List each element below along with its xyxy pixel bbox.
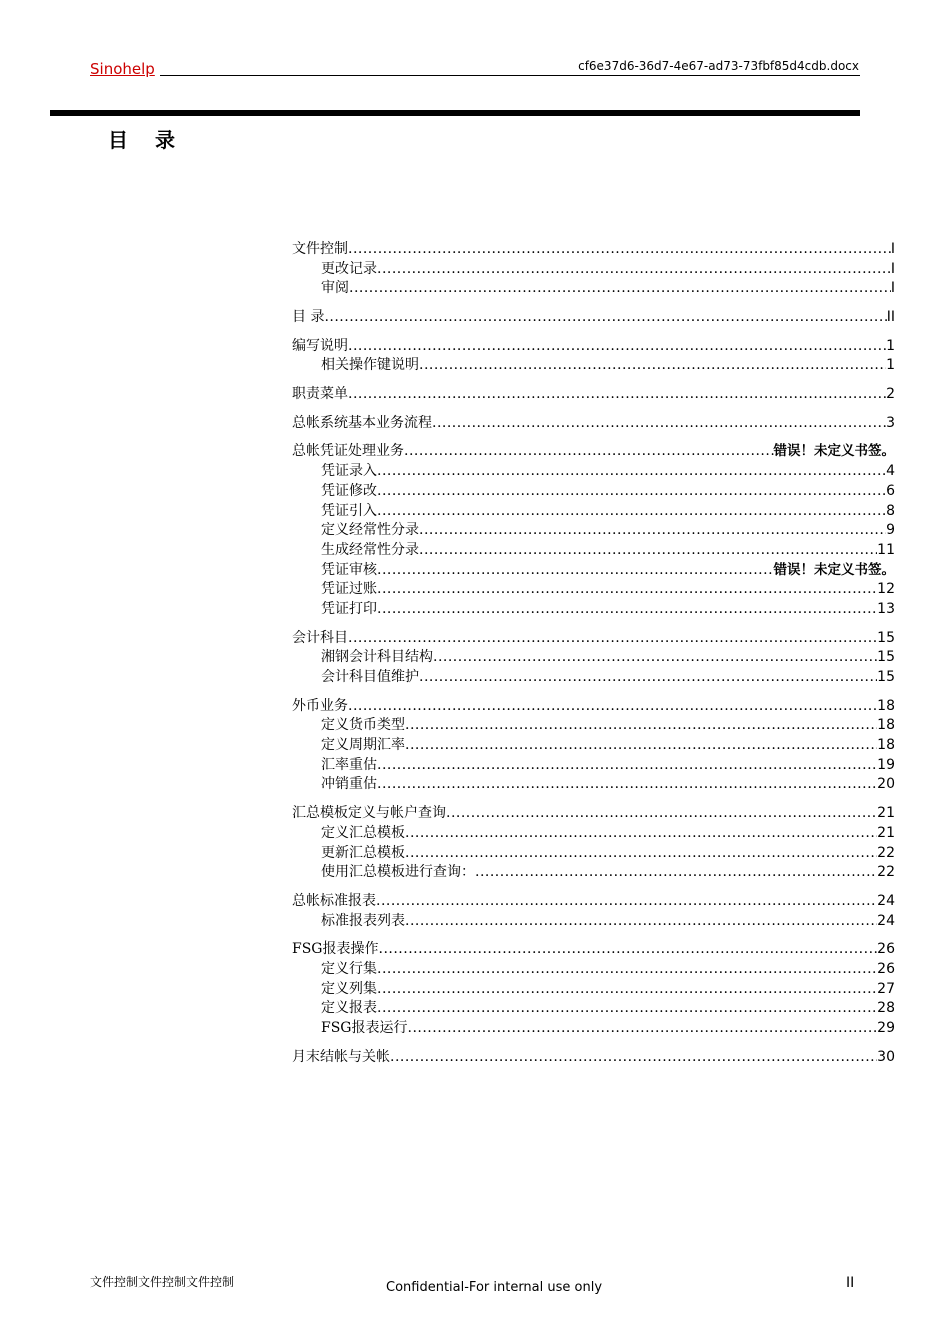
toc-leader-dots [348, 337, 886, 357]
toc-entry-title: 相关操作键说明 [321, 357, 419, 374]
toc-leader-dots [408, 1019, 878, 1039]
toc-page-number: 15 [877, 669, 895, 686]
toc-page-number: 15 [877, 649, 895, 666]
toc-page-number: 30 [877, 1048, 895, 1065]
toc-entry-title: 更改记录 [321, 260, 377, 277]
toc-page-number: 1 [886, 337, 895, 354]
toc-leader-dots [432, 414, 886, 434]
toc-leader-dots [419, 521, 886, 541]
toc-subentry[interactable] [292, 824, 895, 844]
toc-page-number: 26 [877, 960, 895, 977]
toc-leader-dots [377, 482, 886, 502]
toc-group [292, 629, 895, 688]
toc-page-number: 11 [877, 541, 895, 558]
header-rule [160, 75, 860, 76]
toc-subentry[interactable] [292, 502, 895, 522]
toc-subentry[interactable] [292, 462, 895, 482]
toc-group [292, 892, 895, 931]
toc-entry-title: 文件控制 [292, 240, 348, 257]
footer-left-text: 文件控制文件控制文件控制 [90, 1275, 235, 1289]
toc-page-number: 24 [877, 892, 895, 909]
toc-entry-title: 更新汇总模板 [321, 844, 405, 861]
toc-entry-title: 凭证修改 [321, 482, 377, 499]
toc-entry[interactable] [292, 892, 895, 912]
toc-entry[interactable] [292, 337, 895, 357]
toc-subentry[interactable] [292, 482, 895, 502]
toc-page-number: 29 [877, 1020, 895, 1037]
toc-entry-title: 生成经常性分录 [321, 541, 419, 558]
toc-group [292, 337, 895, 376]
toc-page-number: 24 [877, 912, 895, 929]
toc-entry-title: 汇总模板定义与帐户查询 [292, 805, 446, 822]
toc-entry[interactable] [292, 697, 895, 717]
toc-leader-dots [405, 844, 877, 864]
toc-page-number: 22 [877, 864, 895, 881]
toc-leader-dots [419, 668, 877, 688]
toc-entry-title: 定义汇总模板 [321, 824, 405, 841]
toc-entry-title: 定义报表 [321, 1000, 377, 1017]
toc-entry-title: 总帐系统基本业务流程 [292, 414, 432, 431]
toc-subentry[interactable] [292, 999, 895, 1019]
toc-entry-title: 会计科目值维护 [321, 669, 419, 686]
toc-entry[interactable] [292, 414, 895, 434]
toc-entry-title: 月末结帐与关帐 [292, 1048, 390, 1065]
toc-entry-title: 审阅 [321, 280, 349, 297]
toc-page-number: 21 [877, 824, 895, 841]
toc-subentry[interactable] [292, 776, 895, 796]
toc-page-number: 21 [877, 805, 895, 822]
toc-leader-dots [446, 804, 877, 824]
toc-leader-dots [376, 892, 877, 912]
toc-page-number: 8 [886, 502, 895, 519]
toc-page-number: 18 [877, 717, 895, 734]
toc-subentry[interactable] [292, 260, 895, 280]
toc-entry-title: 汇率重估 [321, 756, 377, 773]
toc-entry-title: 定义周期汇率 [321, 737, 405, 754]
toc-subentry[interactable] [292, 912, 895, 932]
toc-entry-title: 会计科目 [292, 629, 348, 646]
header-brand: Sinohelp [90, 60, 155, 78]
toc-group [292, 697, 895, 795]
toc-page-number: 13 [877, 600, 895, 617]
toc-leader-dots [348, 697, 877, 717]
toc-page-number: 20 [877, 776, 895, 793]
toc-leader-dots [348, 629, 877, 649]
toc-subentry[interactable] [292, 736, 895, 756]
toc-page-number: I [890, 260, 895, 277]
toc-subentry[interactable] [292, 356, 895, 376]
toc-subentry[interactable] [292, 541, 895, 561]
toc-page-number: 18 [877, 737, 895, 754]
toc-entry[interactable] [292, 308, 895, 328]
toc-subentry[interactable] [292, 863, 895, 883]
toc-subentry[interactable] [292, 960, 895, 980]
toc-entry-title: 总帐标准报表 [292, 892, 376, 909]
toc-entry[interactable] [292, 629, 895, 649]
toc-leader-dots [405, 912, 877, 932]
toc-entry[interactable] [292, 1048, 895, 1068]
toc-leader-dots [379, 940, 878, 960]
toc-entry-title: 定义货币类型 [321, 717, 405, 734]
toc-entry[interactable] [292, 804, 895, 824]
toc-subentry[interactable] [292, 1019, 895, 1039]
toc-entry-title: 定义行集 [321, 960, 377, 977]
toc-subentry[interactable] [292, 600, 895, 620]
toc-leader-dots [377, 600, 877, 620]
toc-subentry[interactable] [292, 668, 895, 688]
toc-page-number: 9 [886, 522, 895, 539]
toc-leader-dots [390, 1048, 877, 1068]
toc-page-number: I [890, 240, 895, 257]
toc-subentry[interactable] [292, 279, 895, 299]
toc-page-number: 错误！未定义书签。 [773, 561, 895, 578]
title-rule [50, 110, 860, 116]
toc-entry[interactable] [292, 940, 895, 960]
toc-page-number: 错误！未定义书签。 [773, 443, 895, 460]
toc-entry-title: 凭证过账 [321, 581, 377, 598]
toc-entry-title: 使用汇总模板进行查询： [321, 864, 475, 881]
toc-entry-title: 职责菜单 [292, 386, 348, 403]
toc-group [292, 385, 895, 405]
toc-entry-title: 凭证审核 [321, 561, 377, 578]
toc-page-number: 6 [886, 482, 895, 499]
toc-leader-dots [475, 863, 877, 883]
toc-entry-title: 湘钢会计科目结构 [321, 649, 433, 666]
toc-subentry[interactable] [292, 716, 895, 736]
toc-subentry[interactable] [292, 521, 895, 541]
toc-leader-dots [377, 580, 877, 600]
toc-entry-title: 目 录 [292, 309, 325, 326]
toc-page-number: 27 [877, 980, 895, 997]
toc-group [292, 1048, 895, 1068]
toc-leader-dots [348, 385, 886, 405]
toc-subentry[interactable] [292, 648, 895, 668]
toc-entry-title: FSG报表运行 [321, 1020, 408, 1037]
toc-group [292, 414, 895, 434]
toc-subentry[interactable] [292, 561, 895, 581]
toc-page-number: 22 [877, 844, 895, 861]
toc-group [292, 443, 895, 620]
toc-page-number: 3 [886, 414, 895, 431]
toc-entry-title: 总帐凭证处理业务 [292, 443, 404, 460]
toc-leader-dots [377, 260, 891, 280]
toc-leader-dots [377, 502, 886, 522]
footer-page-number: II [846, 1275, 855, 1291]
toc-page-number: 18 [877, 697, 895, 714]
toc-leader-dots [433, 648, 877, 668]
toc-leader-dots [377, 462, 886, 482]
toc-entry-title: 标准报表列表 [321, 912, 405, 929]
toc-entry-title: 凭证引入 [321, 502, 377, 519]
toc-page-number: I [890, 280, 895, 297]
toc-leader-dots [404, 442, 774, 462]
toc-leader-dots [348, 240, 891, 260]
toc-page-number: 15 [877, 629, 895, 646]
toc-entry-title: 凭证打印 [321, 600, 377, 617]
toc-entry[interactable] [292, 443, 895, 463]
page-title: 目 录 [108, 128, 185, 152]
toc-page-number: 26 [877, 941, 895, 958]
toc-entry-title: 凭证录入 [321, 463, 377, 480]
toc-leader-dots [377, 999, 877, 1019]
toc-leader-dots [405, 736, 877, 756]
toc-leader-dots [349, 279, 891, 299]
toc-page-number: 12 [877, 581, 895, 598]
toc-entry-title: 外币业务 [292, 697, 348, 714]
toc-entry-title: 编写说明 [292, 337, 348, 354]
toc-page-number: 1 [886, 357, 895, 374]
toc-group [292, 940, 895, 1038]
toc-leader-dots [405, 716, 877, 736]
toc-entry-title: 定义经常性分录 [321, 522, 419, 539]
toc-group [292, 804, 895, 883]
toc-entry-title: 冲销重估 [321, 776, 377, 793]
toc-group [292, 308, 895, 328]
toc-leader-dots [377, 756, 877, 776]
toc-leader-dots [377, 775, 877, 795]
toc-page-number: 28 [877, 1000, 895, 1017]
toc-group [292, 240, 895, 299]
toc-leader-dots [405, 824, 877, 844]
toc-subentry[interactable] [292, 980, 895, 1000]
toc-page-number: II [886, 309, 895, 326]
footer-confidential: Confidential-For internal use only [386, 1280, 603, 1295]
table-of-contents [292, 240, 895, 1076]
toc-entry[interactable] [292, 240, 895, 260]
toc-page-number: 19 [877, 756, 895, 773]
header-filename: cf6e37d6-36d7-4e67-ad73-73fbf85d4cdb.docx [578, 59, 859, 73]
toc-subentry[interactable] [292, 756, 895, 776]
toc-leader-dots [324, 308, 886, 328]
toc-leader-dots [377, 960, 877, 980]
toc-entry-title: 定义列集 [321, 980, 377, 997]
toc-leader-dots [419, 541, 877, 561]
toc-subentry[interactable] [292, 844, 895, 864]
toc-subentry[interactable] [292, 580, 895, 600]
toc-page-number: 2 [886, 386, 895, 403]
toc-leader-dots [377, 980, 877, 1000]
toc-entry[interactable] [292, 385, 895, 405]
toc-entry-title: FSG报表操作 [292, 941, 379, 958]
toc-leader-dots [419, 356, 886, 376]
toc-leader-dots [377, 561, 774, 581]
toc-page-number: 4 [886, 463, 895, 480]
